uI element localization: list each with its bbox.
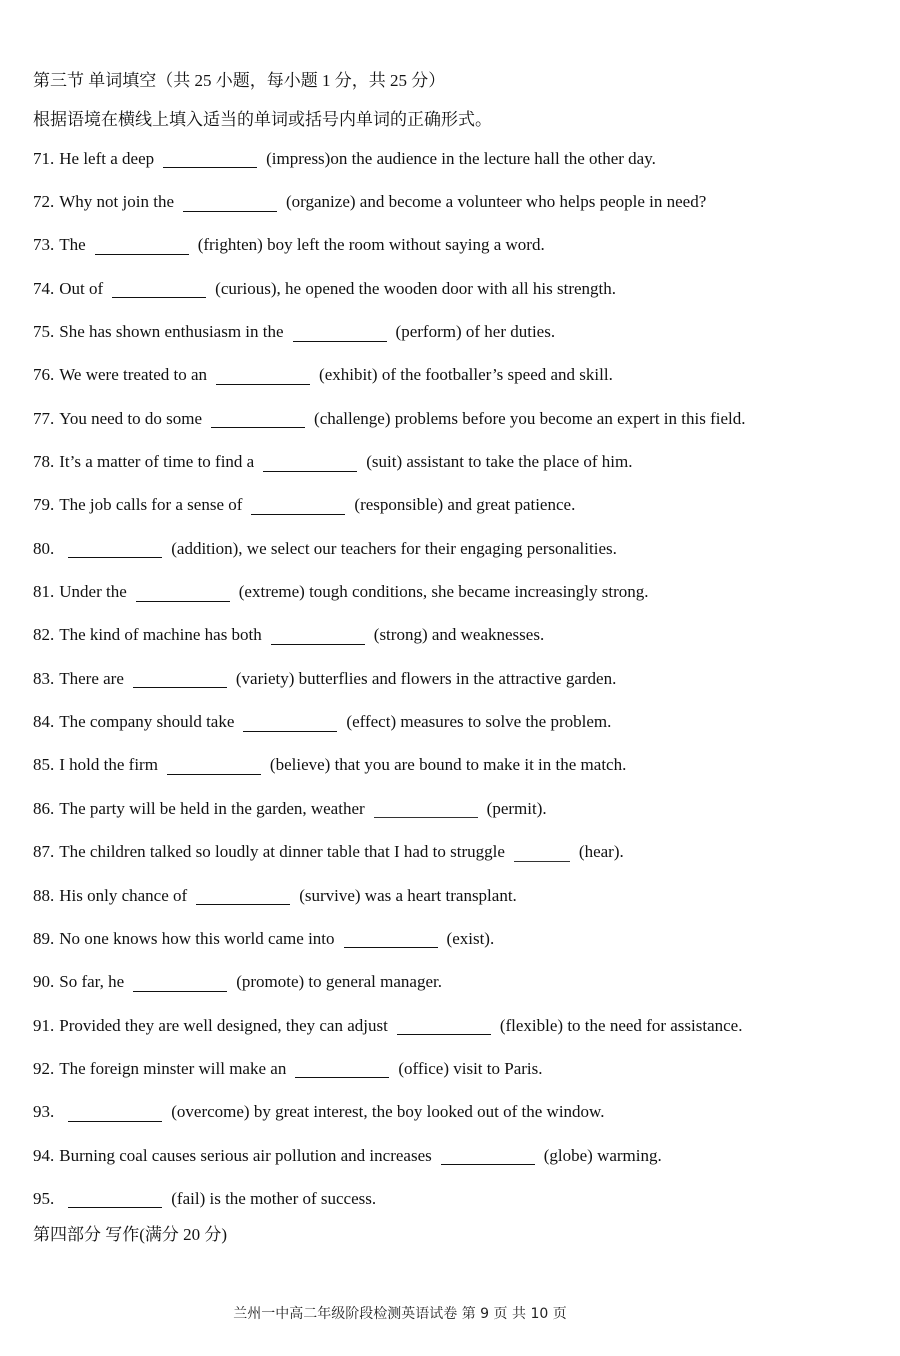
question-text-after-blank: (addition), we select our teachers for their engaging personalities.	[171, 538, 617, 558]
question-text-before-blank: You need to do some	[59, 408, 203, 428]
question-number: 75.	[33, 322, 55, 342]
question-text-after-blank: (extreme) tough conditions, she became increasingly strong.	[238, 582, 649, 602]
question-item	[33, 657, 893, 700]
question-text-after-blank: (promote) to general manager.	[236, 972, 442, 992]
answer-blank[interactable]	[163, 149, 257, 168]
question-text-after-blank: (permit).	[486, 798, 547, 818]
question-item	[33, 1134, 893, 1177]
question-item	[33, 1091, 893, 1134]
question-item	[33, 700, 893, 743]
question-item	[33, 961, 893, 1004]
question-item	[33, 310, 893, 353]
question-text-after-blank: (organize) and become a volunteer who helps people in need?	[285, 192, 707, 212]
question-item	[33, 397, 893, 440]
answer-blank[interactable]	[68, 1189, 162, 1208]
question-text-before-blank: The kind of machine has both	[59, 625, 262, 645]
question-text-before-blank: His only chance of	[59, 885, 188, 905]
answer-blank[interactable]	[295, 1059, 389, 1078]
question-number: 80.	[33, 538, 55, 558]
answer-blank[interactable]	[243, 713, 337, 732]
question-text-after-blank: (curious), he opened the wooden door with all his strength.	[215, 278, 616, 298]
question-text-before-blank: Burning coal causes serious air pollution and increases	[59, 1145, 432, 1165]
question-number: 95.	[33, 1188, 55, 1208]
question-number: 85.	[33, 755, 55, 775]
answer-blank[interactable]	[514, 843, 570, 862]
question-item	[33, 744, 893, 787]
answer-blank[interactable]	[263, 453, 357, 472]
question-text-before-blank: So far, he	[59, 972, 125, 992]
question-number: 88.	[33, 885, 55, 905]
answer-blank[interactable]	[183, 193, 277, 212]
question-text-after-blank: (frighten) boy left the room without saying a word.	[197, 235, 545, 255]
answer-blank[interactable]	[344, 929, 438, 948]
answer-blank[interactable]	[68, 1103, 162, 1122]
question-item	[33, 570, 893, 613]
question-item	[33, 484, 893, 527]
question-item	[33, 137, 893, 180]
part4-title: 第四部分 写作(满分 20 分)	[33, 1225, 228, 1244]
question-item	[33, 1047, 893, 1090]
question-text-after-blank: (variety) butterflies and flowers in the attractive garden.	[235, 668, 617, 688]
question-item	[33, 787, 893, 830]
question-text-after-blank: (hear).	[578, 842, 624, 862]
question-number: 71.	[33, 148, 55, 168]
question-number: 74.	[33, 278, 55, 298]
question-text-before-blank: He left a deep	[59, 148, 155, 168]
question-text-before-blank: The foreign minster will make an	[59, 1058, 287, 1078]
question-text-after-blank: (globe) warming.	[543, 1145, 662, 1165]
answer-blank[interactable]	[196, 886, 290, 905]
question-text-before-blank: Why not join the	[59, 192, 174, 212]
answer-blank[interactable]	[216, 366, 310, 385]
question-text-after-blank: (office) visit to Paris.	[398, 1058, 543, 1078]
question-text-after-blank: (survive) was a heart transplant.	[299, 885, 517, 905]
question-item	[33, 224, 893, 267]
question-item	[33, 874, 893, 917]
answer-blank[interactable]	[441, 1146, 535, 1165]
question-text-before-blank: Out of	[59, 278, 104, 298]
question-text-before-blank: The job calls for a sense of	[59, 495, 243, 515]
question-text-before-blank: Provided they are well designed, they can adjust	[59, 1015, 388, 1035]
question-text-after-blank: (strong) and weaknesses.	[373, 625, 545, 645]
answer-blank[interactable]	[251, 496, 345, 515]
question-number: 87.	[33, 842, 55, 862]
question-number: 84.	[33, 712, 55, 732]
answer-blank[interactable]	[167, 756, 261, 775]
question-number: 81.	[33, 582, 55, 602]
question-item	[33, 180, 893, 223]
answer-blank[interactable]	[95, 236, 189, 255]
question-item	[33, 831, 893, 874]
question-text-before-blank: No one knows how this world came into	[59, 928, 335, 948]
question-text-after-blank: (challenge) problems before you become an expert in this field.	[314, 408, 746, 428]
page-footer: 兰州一中高二年级阶段检测英语试卷 第 9 页 共 10 页	[233, 1306, 567, 1322]
answer-blank[interactable]	[271, 626, 365, 645]
answer-blank[interactable]	[374, 799, 478, 818]
answer-blank[interactable]	[136, 583, 230, 602]
question-item	[33, 440, 893, 483]
question-text-after-blank: (flexible) to the need for assistance.	[499, 1015, 743, 1035]
question-text-before-blank: Under the	[59, 582, 127, 602]
question-number: 86.	[33, 798, 55, 818]
question-number: 92.	[33, 1058, 55, 1078]
question-text-after-blank: (overcome) by great interest, the boy looked out of the window.	[171, 1102, 605, 1122]
instruction-text: 根据语境在横线上填入适当的单词或括号内单词的正确形式。	[33, 110, 492, 129]
question-number: 89.	[33, 928, 55, 948]
question-number: 76.	[33, 365, 55, 385]
question-text-after-blank: (responsible) and great patience.	[354, 495, 576, 515]
question-text-after-blank: (effect) measures to solve the problem.	[346, 712, 612, 732]
question-text-after-blank: (exhibit) of the footballer’s speed and skill.	[319, 365, 613, 385]
question-number: 93.	[33, 1102, 55, 1122]
answer-blank[interactable]	[133, 973, 227, 992]
answer-blank[interactable]	[112, 279, 206, 298]
question-text-after-blank: (exist).	[446, 928, 495, 948]
question-text-after-blank: (perform) of her duties.	[395, 322, 556, 342]
question-text-before-blank: There are	[59, 668, 124, 688]
question-item	[33, 354, 893, 397]
question-text-after-blank: (impress)on the audience in the lecture hall the other day.	[266, 148, 656, 168]
answer-blank[interactable]	[211, 409, 305, 428]
question-number: 73.	[33, 235, 55, 255]
question-number: 77.	[33, 408, 55, 428]
question-number: 78.	[33, 452, 55, 472]
question-text-before-blank: She has shown enthusiasm in the	[59, 322, 284, 342]
question-number: 83.	[33, 668, 55, 688]
question-item	[33, 527, 893, 570]
question-text-before-blank: The party will be held in the garden, weather	[59, 798, 365, 818]
question-item	[33, 614, 893, 657]
question-item	[33, 1177, 893, 1220]
question-item	[33, 1004, 893, 1047]
question-text-before-blank: The	[59, 235, 86, 255]
question-text-before-blank: The children talked so loudly at dinner table that I had to struggle	[59, 842, 505, 862]
question-text-after-blank: (fail) is the mother of success.	[171, 1188, 377, 1208]
answer-blank[interactable]	[68, 539, 162, 558]
question-number: 72.	[33, 192, 55, 212]
question-number: 90.	[33, 972, 55, 992]
answer-blank[interactable]	[293, 323, 387, 342]
question-text-before-blank: We were treated to an	[59, 365, 208, 385]
question-text-before-blank: The company should take	[59, 712, 235, 732]
question-text-after-blank: (suit) assistant to take the place of him.	[366, 452, 633, 472]
section-title: 第三节 单词填空（共 25 小题，每小题 1 分，共 25 分）	[33, 71, 446, 90]
question-text-before-blank: It’s a matter of time to find a	[59, 452, 255, 472]
answer-blank[interactable]	[397, 1016, 491, 1035]
question-number: 91.	[33, 1015, 55, 1035]
question-number: 94.	[33, 1145, 55, 1165]
question-item	[33, 267, 893, 310]
question-number: 82.	[33, 625, 55, 645]
question-text-after-blank: (believe) that you are bound to make it in the match.	[269, 755, 627, 775]
question-list	[33, 137, 893, 1221]
answer-blank[interactable]	[133, 669, 227, 688]
question-item	[33, 917, 893, 960]
question-number: 79.	[33, 495, 55, 515]
question-text-before-blank: I hold the firm	[59, 755, 158, 775]
